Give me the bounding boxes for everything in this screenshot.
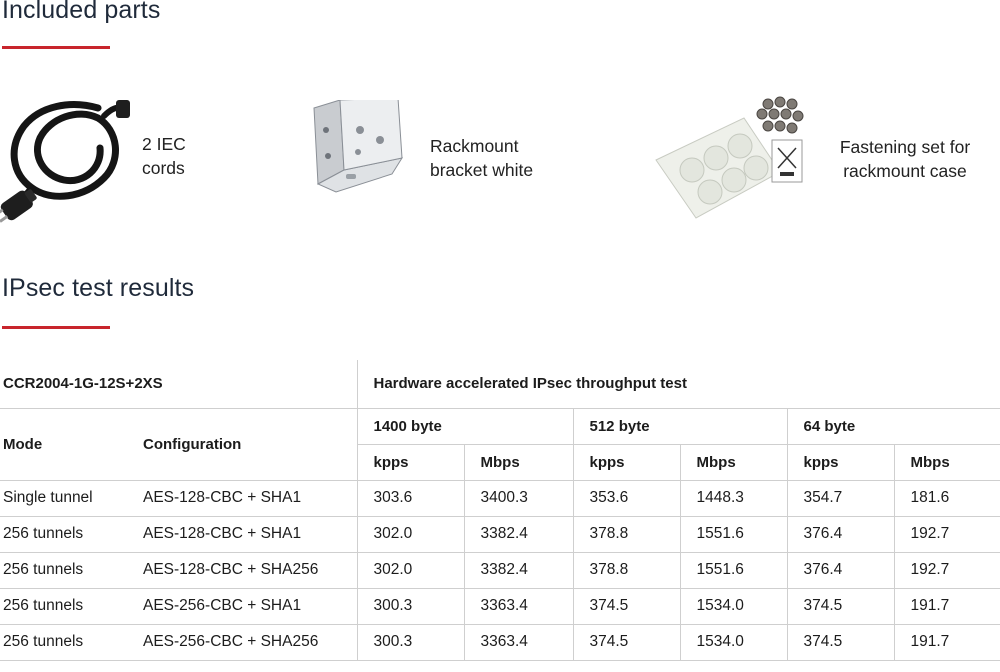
row-value: 191.7 <box>894 588 1000 624</box>
row-mode: 256 tunnels <box>0 624 127 660</box>
row-config: AES-128-CBC + SHA256 <box>127 552 357 588</box>
part-label-fastening-set: Fastening set for rackmount case <box>839 137 971 181</box>
row-value: 1534.0 <box>680 588 787 624</box>
row-value: 303.6 <box>357 480 464 516</box>
col-header-mode: Mode <box>0 408 127 480</box>
model-name: CCR2004-1G-12S+2XS <box>0 360 357 408</box>
size-header-1400: 1400 byte <box>357 408 573 444</box>
row-value: 191.7 <box>894 624 1000 660</box>
row-value: 3363.4 <box>464 588 573 624</box>
row-value: 1551.6 <box>680 552 787 588</box>
power-cord-image <box>0 96 130 224</box>
row-value: 181.6 <box>894 480 1000 516</box>
row-value: 353.6 <box>573 480 680 516</box>
row-value: 374.5 <box>787 624 894 660</box>
row-value: 300.3 <box>357 624 464 660</box>
row-value: 374.5 <box>573 624 680 660</box>
table-row <box>0 552 1000 588</box>
table-row <box>0 516 1000 552</box>
row-value: 1534.0 <box>680 624 787 660</box>
row-value: 376.4 <box>787 552 894 588</box>
included-parts-title: Included parts <box>2 0 161 24</box>
table-row <box>0 588 1000 624</box>
row-config: AES-128-CBC + SHA1 <box>127 480 357 516</box>
size-header-512: 512 byte <box>573 408 787 444</box>
row-value: 302.0 <box>357 552 464 588</box>
row-mode: 256 tunnels <box>0 516 127 552</box>
row-value: 374.5 <box>573 588 680 624</box>
row-value: 354.7 <box>787 480 894 516</box>
unit-header: kpps <box>787 444 894 480</box>
unit-header: Mbps <box>680 444 787 480</box>
row-value: 376.4 <box>787 516 894 552</box>
row-config: AES-128-CBC + SHA1 <box>127 516 357 552</box>
row-value: 1448.3 <box>680 480 787 516</box>
size-header-64: 64 byte <box>787 408 1000 444</box>
row-mode: Single tunnel <box>0 480 127 516</box>
part-label-iec-cords: 2 IEC cords <box>142 134 186 178</box>
row-value: 300.3 <box>357 588 464 624</box>
row-value: 378.8 <box>573 552 680 588</box>
row-mode: 256 tunnels <box>0 588 127 624</box>
row-value: 378.8 <box>573 516 680 552</box>
unit-header: Mbps <box>894 444 1000 480</box>
parts-title-underline <box>2 46 110 49</box>
unit-header: kpps <box>573 444 680 480</box>
col-header-configuration: Configuration <box>127 408 357 480</box>
ipsec-results-table <box>0 360 1000 661</box>
test-title: Hardware accelerated IPsec throughput test <box>357 360 1000 408</box>
row-value: 3382.4 <box>464 552 573 588</box>
ipsec-title-underline <box>2 326 110 329</box>
table-row <box>0 480 1000 516</box>
row-value: 3400.3 <box>464 480 573 516</box>
unit-header: Mbps <box>464 444 573 480</box>
fastening-set-image <box>652 96 812 224</box>
unit-header: kpps <box>357 444 464 480</box>
row-value: 302.0 <box>357 516 464 552</box>
row-value: 3382.4 <box>464 516 573 552</box>
row-value: 374.5 <box>787 588 894 624</box>
row-value: 192.7 <box>894 516 1000 552</box>
row-config: AES-256-CBC + SHA256 <box>127 624 357 660</box>
row-value: 3363.4 <box>464 624 573 660</box>
rackmount-bracket-image <box>296 100 406 200</box>
row-mode: 256 tunnels <box>0 552 127 588</box>
part-label-rackmount-bracket: Rackmount bracket white <box>430 136 534 180</box>
table-row <box>0 624 1000 660</box>
row-config: AES-256-CBC + SHA1 <box>127 588 357 624</box>
ipsec-results-title: IPsec test results <box>2 274 195 302</box>
row-value: 192.7 <box>894 552 1000 588</box>
row-value: 1551.6 <box>680 516 787 552</box>
